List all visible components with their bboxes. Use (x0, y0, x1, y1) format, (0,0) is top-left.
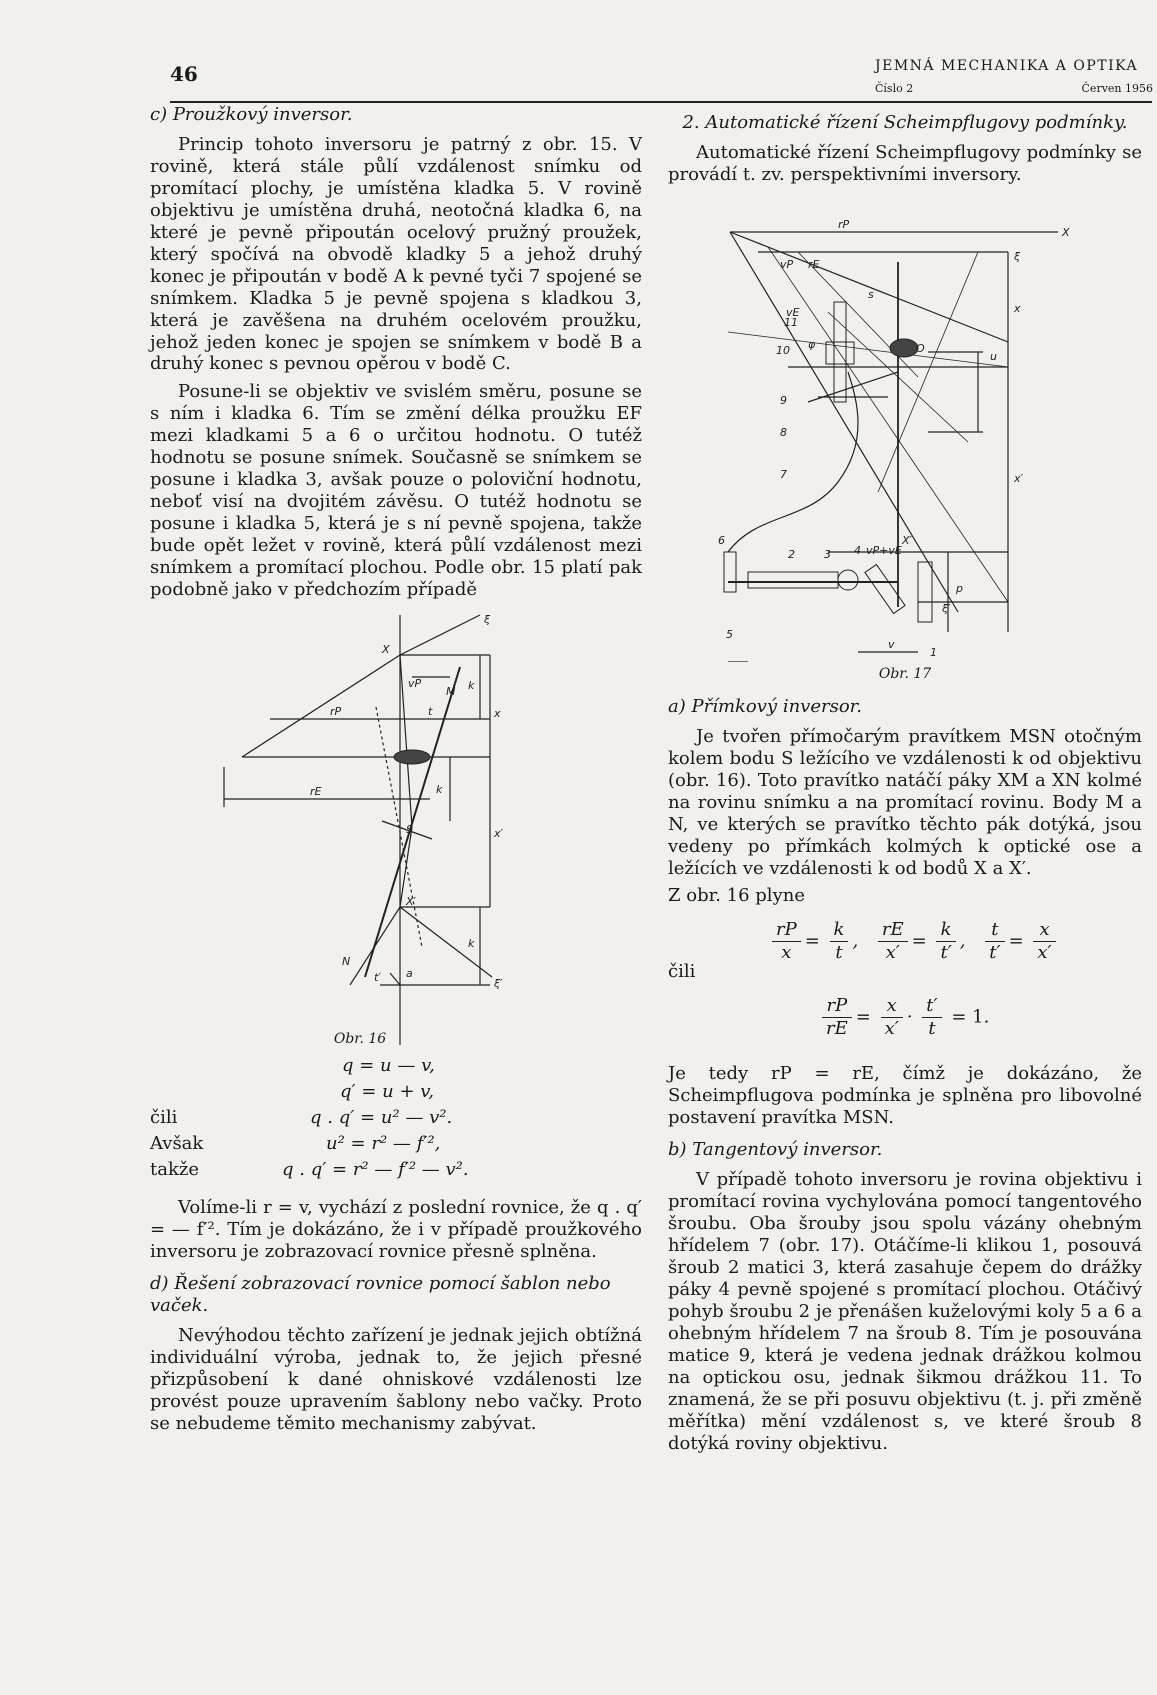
fraction: $\frac{x}{x'}$ (1033, 919, 1055, 964)
paragraph: Z obr. 16 plyne (668, 885, 805, 907)
equation-row-1: $\frac{rP}{x}$ = $\frac{k}{t}$ , $\frac{rE}{x'}$ = $\frac{k}{t'}$ , $\frac{t}{t'}$ = $\frac{x}{x'}$ (768, 919, 1060, 964)
equation-label-avsak: Avšak (150, 1132, 204, 1154)
left-column (150, 104, 642, 1441)
fraction: $\frac{rP}{rE}$ (822, 995, 852, 1040)
section-heading-a: a) Přímkový inversor. (668, 695, 863, 717)
figure-16-caption: Obr. 16 (333, 1030, 387, 1047)
section-heading-c: c) Proužkový inversor. (150, 104, 353, 125)
fig16-label-k3: k (468, 936, 475, 950)
journal-title: JEMNÁ MECHANIKA A OPTIKA (875, 58, 1139, 74)
fraction: $\frac{k}{t}$ (830, 919, 849, 964)
fig16-label-xi: ξ (484, 612, 491, 626)
paragraph: Automatické řízení Scheimpflugovy podmínky se provádí t. zv. perspektivními inversory. (668, 141, 1142, 185)
fig16-label-k2: k (436, 782, 443, 796)
fig16-label-S: S (406, 822, 413, 836)
equation-block (150, 1055, 642, 1197)
fig17-label-xp: x′ (1014, 471, 1024, 485)
equation-3: q . q′ = u² — v². (310, 1106, 453, 1128)
section-heading-2: 2. Automatické řízení Scheimpflugovy podmínky. (682, 112, 1128, 133)
issue-number: Číslo 2 (875, 82, 914, 95)
fig17-label-8: 8 (780, 425, 787, 439)
section-heading-b: b) Tangentový inversor. (668, 1139, 883, 1161)
fig16-label-X: X (382, 642, 390, 656)
header-rule (170, 101, 1152, 103)
figure-16-diagram (150, 607, 642, 1055)
figure-17-caption: Obr. 17 (878, 665, 932, 682)
equation-label-takze: takže (150, 1158, 200, 1180)
figure-17 (668, 192, 1142, 682)
fraction: $\frac{rE}{x'}$ (878, 919, 908, 964)
paragraph: V případě tohoto inversoru je rovina objektivu i promítací rovina vychylována pomocí tangentového šroubu. Oba šrouby jsou spolu vázány ohebným hřídelem 7 (obr. 17). Otáčíme-li klikou 1, posouvá šroub 2 matici 3, která zasahuje čepem do drážky páky 4 pevně spojené s promítací plochou. Otáčivý pohyb šroubu 2 je přenášen kuželovými koly 5 a 6 a ohebným hřídelem 7 na šroub 8. Tím je posouvána matice 9, která je vedena jednak drážkou kolmou na optickou osu, jednak šikmou drážkou 11. To znamená, že se při posuvu objektivu (t. j. při změně měřítka) mění vzdálenost s, ve které šroub 8 dotýká roviny objektivu. (668, 1169, 1142, 1454)
equation-5: q . q′ = r² — f′² — v². (282, 1158, 469, 1180)
fig17-label-4: 4 (854, 543, 861, 557)
figure-17-diagram (668, 192, 1142, 662)
fig17-label-vE: vE (786, 305, 800, 319)
fig16-label-vP: vP (408, 676, 422, 690)
fig16-label-rE: rE (310, 784, 322, 798)
fig17-label-X: X (1062, 225, 1070, 239)
fig17-label-1: 1 (930, 645, 937, 659)
fig17-label-5: 5 (726, 627, 733, 641)
equation-label-cili: čili (150, 1106, 178, 1128)
fig17-label-x: x (1014, 301, 1021, 315)
paragraph: Je tvořen přímočarým pravítkem MSN otočným kolem bodu S ležícího ve vzdálenosti k od objektivu (obr. 16). Toto pravítko natáčí páky XM a XN kolmé na rovinu snímku a na promítací rovinu. Body M a N, ve kterých se pravítko těchto pák dotýká, jsou vedeny po přímkách kolmých k optické ose a ležících ve vzdálenosti k od bodů X a X′. (668, 725, 1142, 879)
fig16-label-M: M (446, 684, 456, 698)
paragraph: Nevýhodou těchto zařízení je jednak jejich obtížná individuální výroba, jednak to, že jejich přesné přizpůsobení k dané ohniskové vzdálenosti lze provést pouze upravením šablony nebo vačky. Proto se nebudeme těmito mechanismy zabývat. (150, 1324, 642, 1434)
paragraph: Posune-li se objektiv ve svislém směru, posune se s ním i kladka 6. Tím se změní délka proužku EF mezi kladkami 5 a 6 o určitou hodnotu. O tutéž hodnotu se posune snímek. Současně se snímkem se posune i kladka 3, avšak pouze o poloviční hodnotu, neboť visí na dvojitém závěsu. O tutéž hodnotu se posune i kladka 5, která je s ní pevně spojena, takže bude opět ležet v rovině, která půlí vzdálenost mezi snímkem a promítací plochou. Podle obr. 15 platí pak podobně jako v předchozím případě (150, 381, 642, 601)
equation-row-2: $\frac{rP}{rE}$ = $\frac{x}{x'}$ · $\frac{t'}{t}$ = 1. (818, 995, 989, 1040)
fig16-label-rP: rP (330, 704, 342, 718)
equation-1: q = u — v, (342, 1054, 435, 1076)
paragraph: Princip tohoto inversoru je patrný z obr. 15. V rovině, která stále půlí vzdálenost snímku od promítací plochy, je umístěna kladka 5. V rovině objektivu je umístěna druhá, neotočná kladka 6, na které je pevně připoután ocelový pružný proužek, který spočívá na obvodě kladky 5 a jehož druhý konec je připoután v bodě A k pevné tyči 7 spojené se snímkem. Kladka 5 je pevně spojena s kladkou 3, která je zavěšena na druhém ocelovém proužku, jehož jeden konec je spojen se snímkem v bodě B a druhý konec s pevnou opěrou v bodě C. (150, 133, 642, 375)
fig16-label-xp: x′ (494, 826, 504, 840)
fig16-label-tp: t′ (374, 970, 381, 984)
fraction: $\frac{x}{x'}$ (881, 995, 903, 1040)
fig17-label-phi: φ (808, 337, 816, 351)
equation-2: q′ = u + v, (340, 1080, 435, 1102)
issue-line (875, 82, 1153, 95)
fig17-label-Xp: X′ (902, 533, 913, 547)
fig16-label-x: x (494, 706, 501, 720)
fig17-label-v: v (888, 637, 895, 651)
fraction: $\frac{t'}{t}$ (922, 995, 941, 1040)
fraction-equations (668, 913, 1142, 1063)
fig16-label-a: a (406, 966, 413, 980)
equation-label-cili: čili (668, 961, 696, 983)
section-heading-d: d) Řešení zobrazovací rovnice pomocí šablon nebo vaček. (150, 1272, 611, 1316)
issue-date: Červen 1956 (1081, 82, 1153, 95)
fig17-label-7: 7 (780, 467, 787, 481)
equation-4: u² = r² — f′², (326, 1132, 441, 1154)
fig17-label-vPvE: vP+vE (866, 543, 902, 557)
fig17-label-O: O (916, 341, 925, 355)
right-column (668, 112, 1142, 1461)
fig17-label-s: s (868, 287, 874, 301)
fig17-label-u: u (990, 349, 997, 363)
fig17-label-rE: rE (808, 257, 820, 271)
fig17-label-rP: rP (838, 217, 850, 231)
fig17-label-xi: ξ (1014, 249, 1021, 263)
figure-16 (150, 607, 642, 1055)
fig17-label-vP: vP (780, 257, 794, 271)
fig16-label-N: N (342, 954, 351, 968)
fraction: $\frac{rP}{x}$ (772, 919, 801, 964)
fig17-label-9: 9 (780, 393, 787, 407)
fig17-label-xip: ξ′ (942, 601, 951, 615)
fig16-label-Xp: X′ (406, 894, 417, 908)
fig17-label-6: 6 (718, 533, 725, 547)
page-number: 46 (170, 62, 198, 86)
fig17-label-10: 10 (776, 343, 790, 357)
fraction: $\frac{k}{t'}$ (936, 919, 955, 964)
fig17-label-3: 3 (824, 547, 831, 561)
paragraph: Je tedy rP = rE, čímž je dokázáno, že Scheimpflugova podmínka je splněna pro libovolné postavení pravítka MSN. (668, 1063, 1142, 1129)
fig17-label-11: 11 (784, 315, 798, 329)
fig17-label-2: 2 (788, 547, 795, 561)
fig16-label-k1: k (468, 678, 475, 692)
paragraph: Volíme-li r = v, vychází z poslední rovnice, že q . q′ = — f′². Tím je dokázáno, že i v případě proužkového inversoru je zobrazovací rovnice přesně splněna. (150, 1196, 642, 1262)
fig16-label-t: t (428, 704, 433, 718)
fig17-label-p: p (956, 581, 963, 595)
fig16-label-xip: ξ′ (494, 976, 503, 990)
fraction: $\frac{t}{t'}$ (985, 919, 1004, 964)
